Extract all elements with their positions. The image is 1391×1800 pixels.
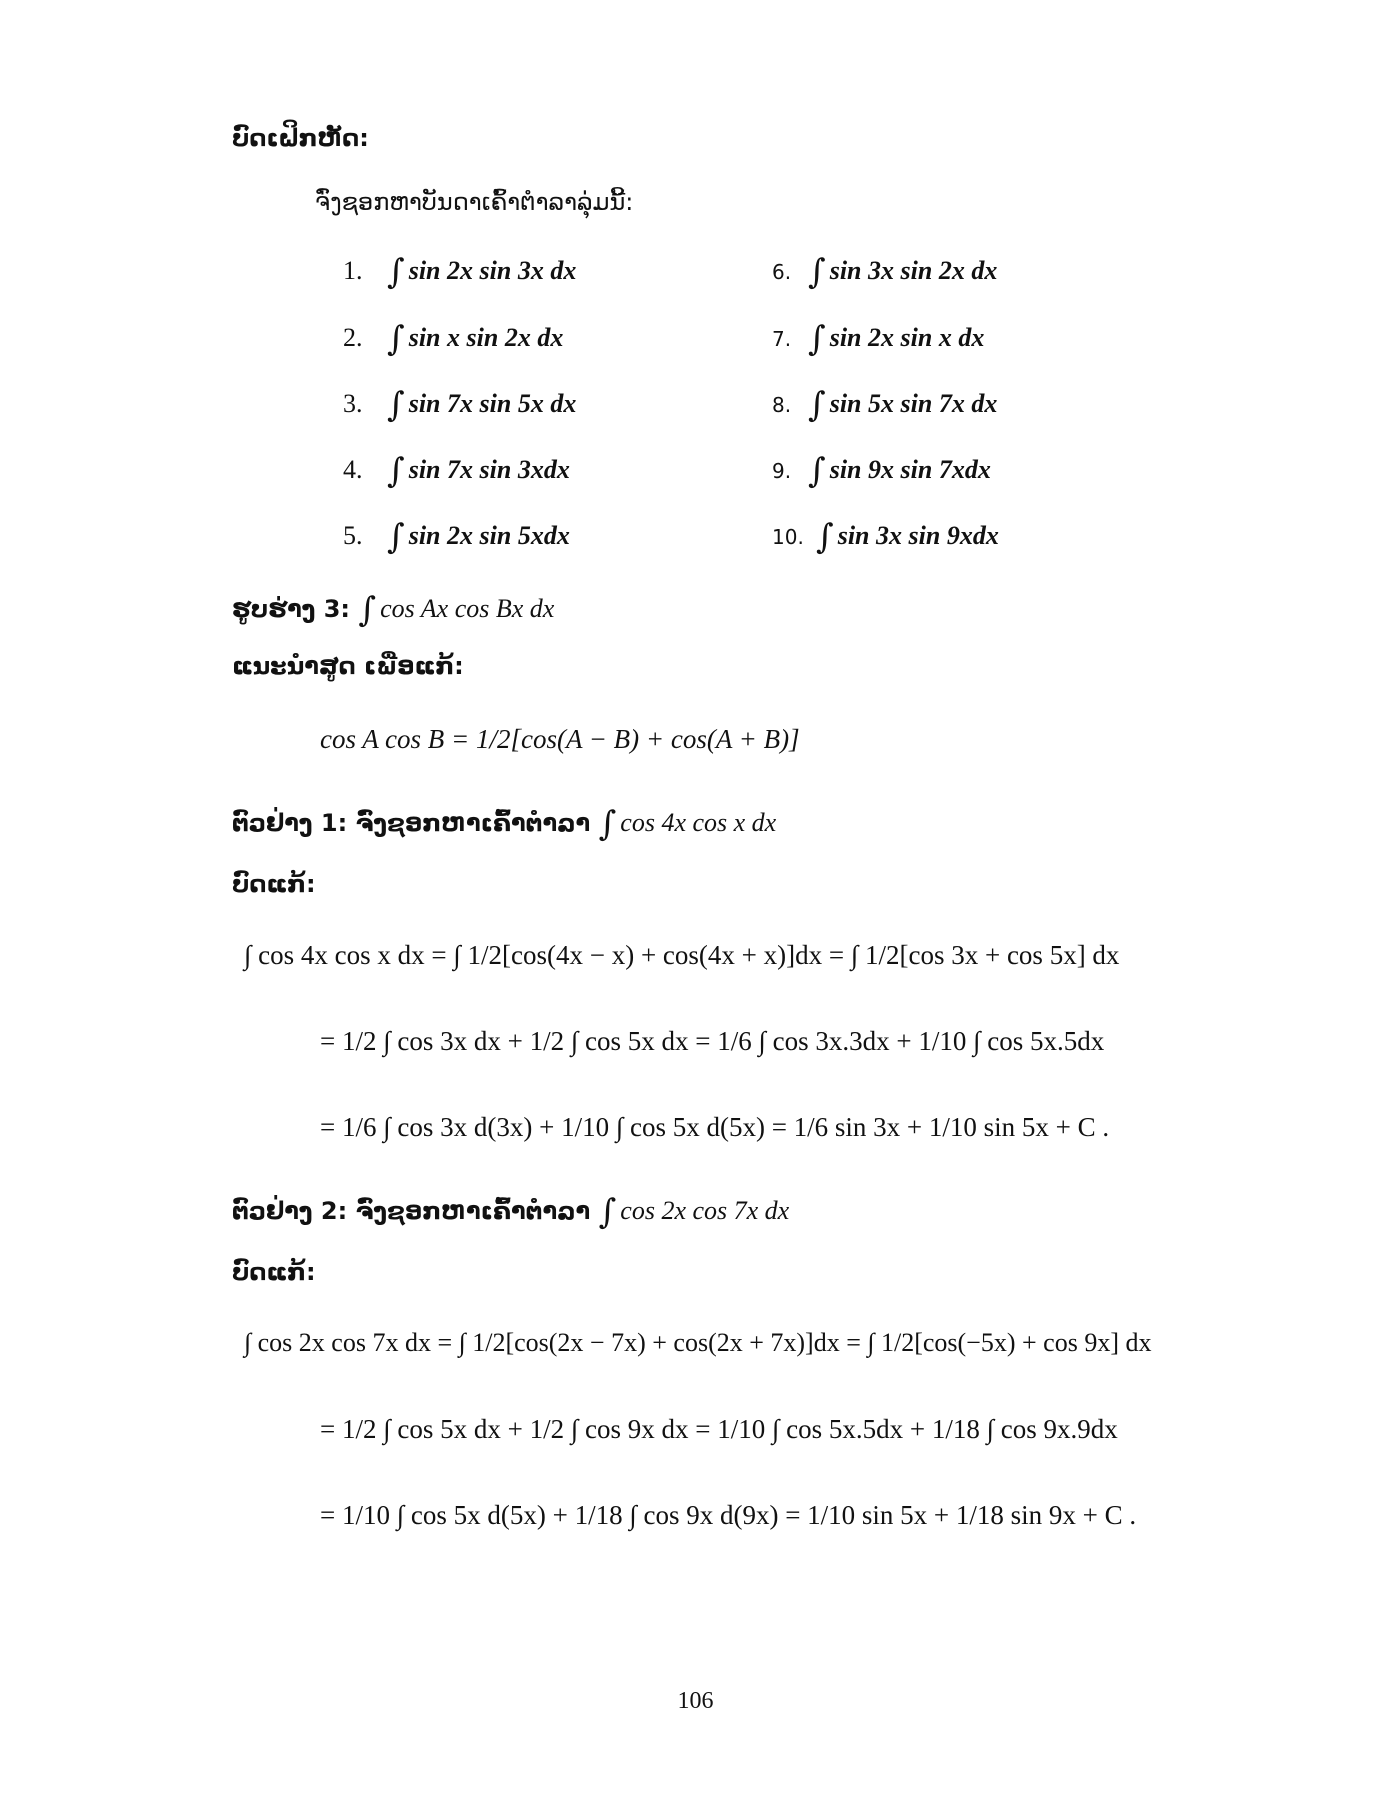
- page-number: 106: [677, 1688, 714, 1714]
- integral-sign: ∫: [387, 385, 405, 425]
- example1-solution-label: ບົດແກ້:: [232, 870, 316, 898]
- example1-line3: = 1/6 ∫ cos 3x d(3x) + 1/10 ∫ cos 5x d(5x) = 1/6 sin 3x + 1/10 sin 5x + C .: [320, 1112, 1110, 1142]
- integral-sign: ∫: [808, 451, 826, 491]
- example2-label: ຕົວຢ່າງ 2: ຈົ່ງຊອກຫາເຄົ້າຕຳລາ: [232, 1197, 591, 1225]
- exercise-item-expression: sin 2x sin x dx: [829, 323, 985, 352]
- exercise-item: [343, 381, 577, 425]
- exercise-item-expression: sin 9x sin 7xdx: [829, 455, 991, 484]
- exercise-item-number: 4.: [343, 455, 363, 484]
- integral-sign: ∫: [808, 319, 826, 359]
- example1-expression: cos 4x cos x dx: [620, 808, 777, 837]
- exercise-item-number: 9.: [772, 459, 792, 483]
- exercise-item: [343, 315, 564, 359]
- exercise-item-expression: sin 2x sin 5xdx: [408, 521, 570, 550]
- example2-solution-label: ບົດແກ້:: [232, 1258, 316, 1286]
- exercise-item: [772, 381, 998, 425]
- exercise-item-number: 8.: [772, 393, 792, 417]
- example2-line3: = 1/10 ∫ cos 5x d(5x) + 1/18 ∫ cos 9x d(9x) = 1/10 sin 5x + 1/18 sin 9x + C .: [320, 1500, 1137, 1530]
- integral-sign: ∫: [598, 1192, 617, 1232]
- form3-heading: [232, 586, 555, 630]
- exercise-item-number: 2.: [343, 323, 363, 352]
- integral-sign: ∫: [387, 517, 405, 557]
- exercise-item: [772, 248, 998, 292]
- exercise-item: [343, 248, 577, 292]
- exercise-item: [343, 513, 570, 557]
- integral-sign: ∫: [358, 590, 377, 630]
- integral-sign: ∫: [387, 252, 405, 292]
- exercise-instruction: ຈົ່ງຊອກຫາບັນດາເຄົ້າຕຳລາລຸ່ມນີ້:: [315, 188, 634, 216]
- example2-heading: [232, 1188, 790, 1232]
- exercise-item-number: 10.: [772, 525, 804, 549]
- example2-line1: ∫ cos 2x cos 7x dx = ∫ 1/2[cos(2x − 7x) + cos(2x + 7x)]dx = ∫ 1/2[cos(−5x) + cos 9x] dx: [244, 1328, 1152, 1357]
- exercise-item: [343, 447, 570, 491]
- exercise-item-number: 1.: [343, 256, 363, 285]
- exercise-item-number: 5.: [343, 521, 363, 550]
- example1-line2: = 1/2 ∫ cos 3x dx + 1/2 ∫ cos 5x dx = 1/6 ∫ cos 3x.3dx + 1/10 ∫ cos 5x.5dx: [320, 1026, 1105, 1056]
- exercise-item-number: 7.: [772, 327, 792, 351]
- exercise-item-expression: sin 2x sin 3x dx: [408, 256, 577, 285]
- example1-heading: [232, 800, 777, 844]
- integral-sign: ∫: [387, 451, 405, 491]
- exercise-item-number: 3.: [343, 389, 363, 418]
- exercise-item-number: 6.: [772, 260, 792, 284]
- form3-expression: cos Ax cos Bx dx: [380, 594, 555, 623]
- exercise-heading: ບົດເຝິກຫັດ:: [232, 124, 369, 152]
- hint-heading: ແນະນຳສູດ ເພື່ອແກ້:: [232, 652, 464, 680]
- hint-formula: cos A cos B = 1/2[cos(A − B) + cos(A + B)]: [320, 724, 800, 754]
- example2-line2: = 1/2 ∫ cos 5x dx + 1/2 ∫ cos 9x dx = 1/10 ∫ cos 5x.5dx + 1/18 ∫ cos 9x.9dx: [320, 1414, 1118, 1444]
- exercise-item-expression: sin 3x sin 9xdx: [837, 521, 999, 550]
- exercise-item-expression: sin 5x sin 7x dx: [829, 389, 998, 418]
- integral-sign: ∫: [598, 804, 617, 844]
- exercise-item-expression: sin x sin 2x dx: [408, 323, 564, 352]
- exercise-item: [772, 447, 991, 491]
- example1-label: ຕົວຢ່າງ 1: ຈົ່ງຊອກຫາເຄົ້າຕຳລາ: [232, 809, 591, 837]
- example2-expression: cos 2x cos 7x dx: [620, 1196, 790, 1225]
- integral-sign: ∫: [808, 252, 826, 292]
- integral-sign: ∫: [387, 319, 405, 359]
- exercise-item: [772, 315, 985, 359]
- exercise-item-expression: sin 7x sin 3xdx: [408, 455, 570, 484]
- example1-line1: ∫ cos 4x cos x dx = ∫ 1/2[cos(4x − x) + cos(4x + x)]dx = ∫ 1/2[cos 3x + cos 5x] dx: [244, 940, 1120, 970]
- exercise-item: [772, 513, 999, 557]
- integral-sign: ∫: [816, 517, 834, 557]
- exercise-item-expression: sin 3x sin 2x dx: [829, 256, 998, 285]
- form3-label: ຮູບຮ່າງ 3:: [232, 595, 351, 623]
- integral-sign: ∫: [808, 385, 826, 425]
- exercise-item-expression: sin 7x sin 5x dx: [408, 389, 577, 418]
